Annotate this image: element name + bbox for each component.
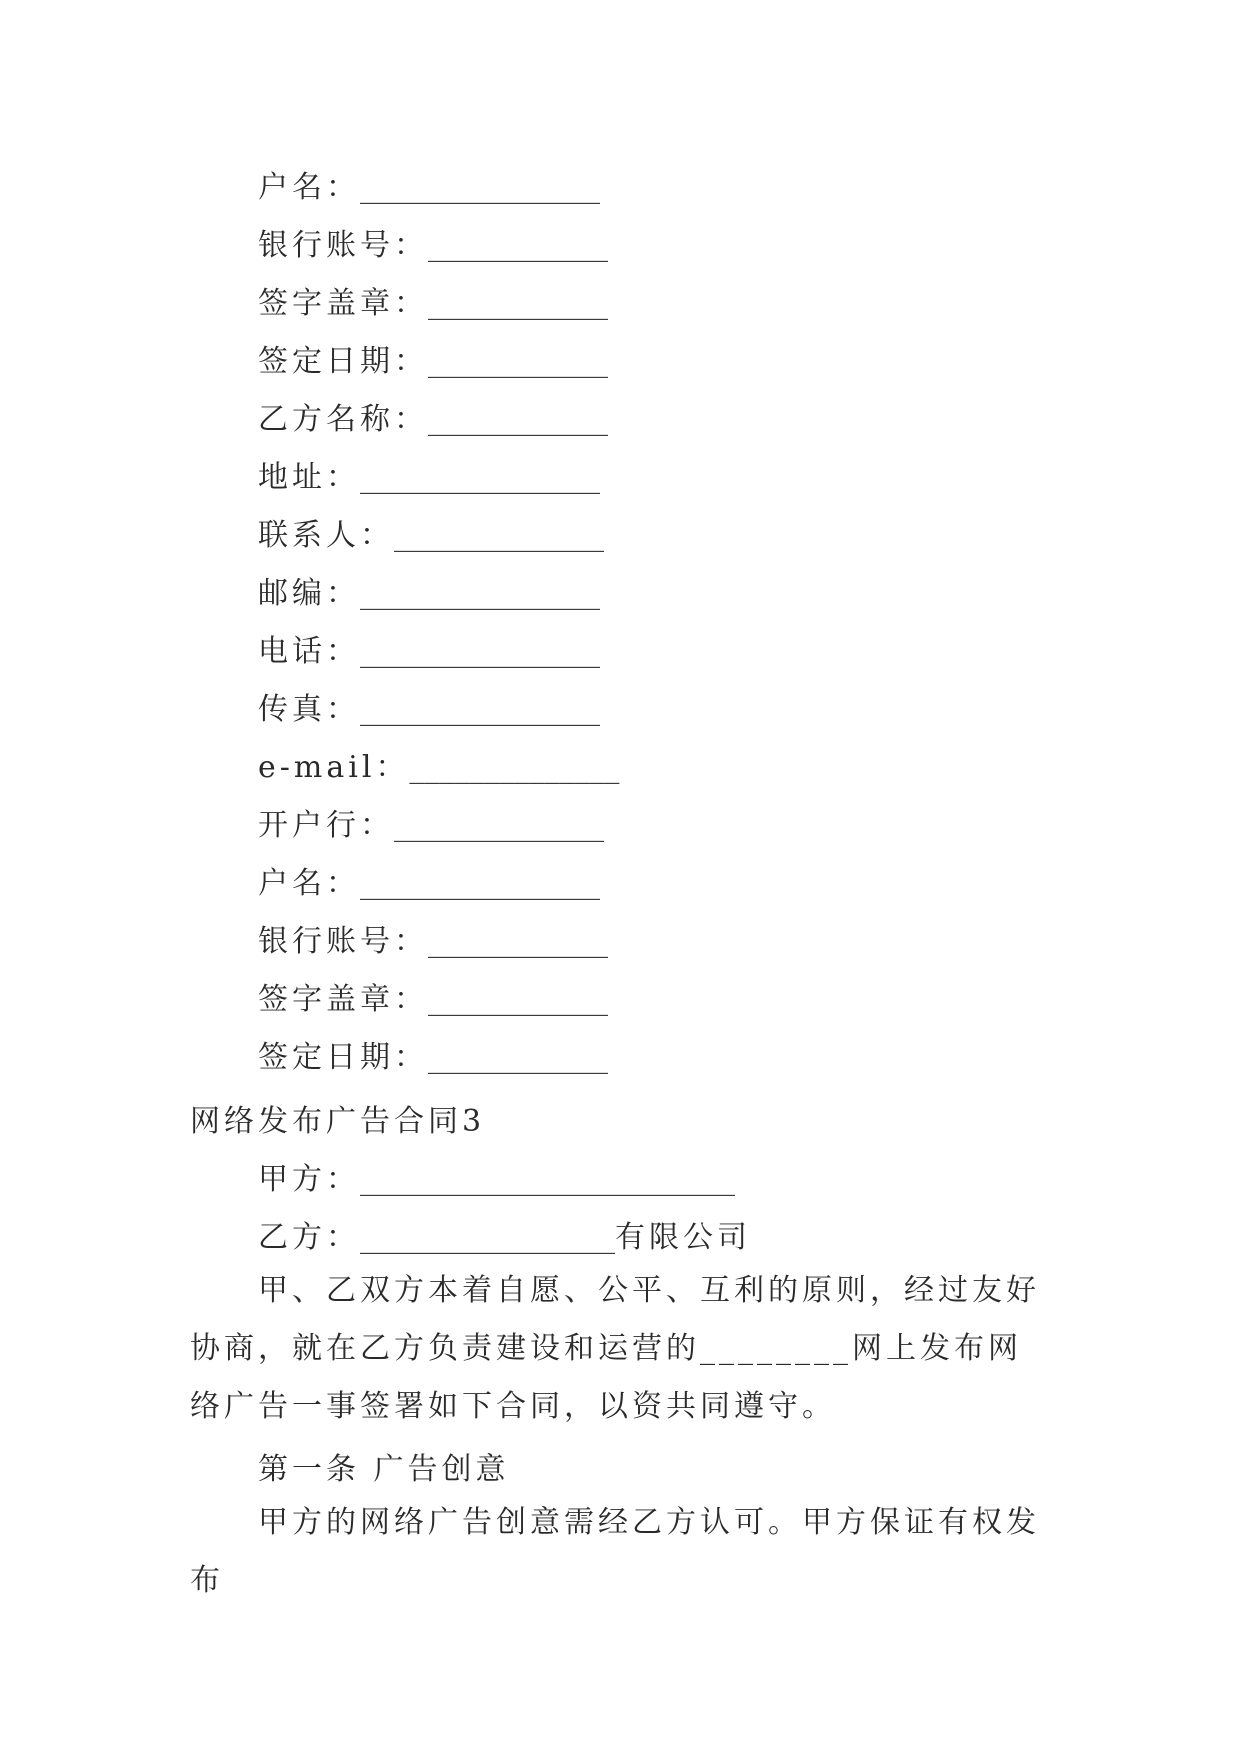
field-label: 传真： — [258, 692, 360, 727]
field-party-b-name — [258, 400, 608, 440]
field-opening-bank — [258, 806, 604, 846]
field-account-name-a — [258, 168, 600, 208]
fill-blank: ______________ — [394, 808, 604, 843]
field-label: 银行账号： — [258, 924, 428, 959]
fill-blank: ____________ — [428, 286, 608, 321]
field-label: 户名： — [258, 170, 360, 205]
field-label: 邮编： — [258, 576, 360, 611]
fill-blank: _________________________ — [360, 1162, 735, 1197]
fill-blank: ________________ — [360, 866, 600, 901]
field-sign-date-b — [258, 1038, 608, 1078]
field-party-b — [258, 1218, 751, 1258]
field-bank-account-a — [258, 226, 608, 266]
field-label: 甲方： — [258, 1162, 360, 1197]
field-label: 银行账号： — [258, 228, 428, 263]
field-label: 户名： — [258, 866, 360, 901]
field-sign-date-a — [258, 342, 608, 382]
field-contact-person — [258, 516, 604, 556]
fill-blank: ____________ — [428, 344, 608, 379]
company-suffix: 有限公司 — [615, 1220, 751, 1255]
fill-blank: _________________ — [360, 1220, 615, 1255]
fill-blank: ____________ — [428, 982, 608, 1017]
fill-blank: ______________ — [394, 518, 604, 553]
fill-blank: ________________ — [360, 170, 600, 205]
contract-title: 网络发布广告合同3 — [190, 1104, 486, 1139]
fill-blank: ____________ — [428, 924, 608, 959]
fill-blank: ________________ — [360, 576, 600, 611]
field-email — [258, 748, 619, 788]
field-signature-seal-a — [258, 284, 608, 324]
field-label: 签定日期： — [258, 344, 428, 379]
field-label: 乙方名称： — [258, 402, 428, 437]
fill-blank: ________________ — [360, 634, 600, 669]
field-label: 签字盖章： — [258, 982, 428, 1017]
fill-blank: ________________ — [360, 692, 600, 727]
field-label: 电话： — [258, 634, 360, 669]
field-address — [258, 458, 600, 498]
section-1-title: 第一条 广告创意 — [258, 1452, 510, 1487]
field-label: 联系人： — [258, 518, 394, 553]
field-label: 地址： — [258, 460, 360, 495]
field-signature-seal-b — [258, 980, 608, 1020]
fill-blank: ________________ — [360, 460, 600, 495]
field-party-a — [258, 1160, 735, 1200]
section-1-text: 甲方的网络广告创意需经乙方认可。甲方保证有权发布 — [190, 1505, 1040, 1598]
field-label: 签字盖章： — [258, 286, 428, 321]
field-label: 乙方： — [258, 1220, 360, 1255]
field-label: 开户行： — [258, 808, 394, 843]
intro-paragraph: 甲、乙双方本着自愿、公平、互利的原则，经过友好协商，就在乙方负责建设和运营的________网上发布网络广告一事签署如下合同，以资共同遵守。 — [190, 1273, 1040, 1424]
field-label: 签定日期： — [258, 1040, 428, 1075]
field-fax — [258, 690, 600, 730]
field-account-name-b — [258, 864, 600, 904]
field-bank-account-b — [258, 922, 608, 962]
fill-blank: ____________ — [428, 228, 608, 263]
field-phone — [258, 632, 600, 672]
field-label: e-mail： — [258, 750, 410, 785]
field-postcode — [258, 574, 600, 614]
fill-blank: ______________ — [409, 750, 620, 785]
fill-blank: ____________ — [428, 1040, 608, 1075]
fill-blank: ____________ — [428, 402, 608, 437]
